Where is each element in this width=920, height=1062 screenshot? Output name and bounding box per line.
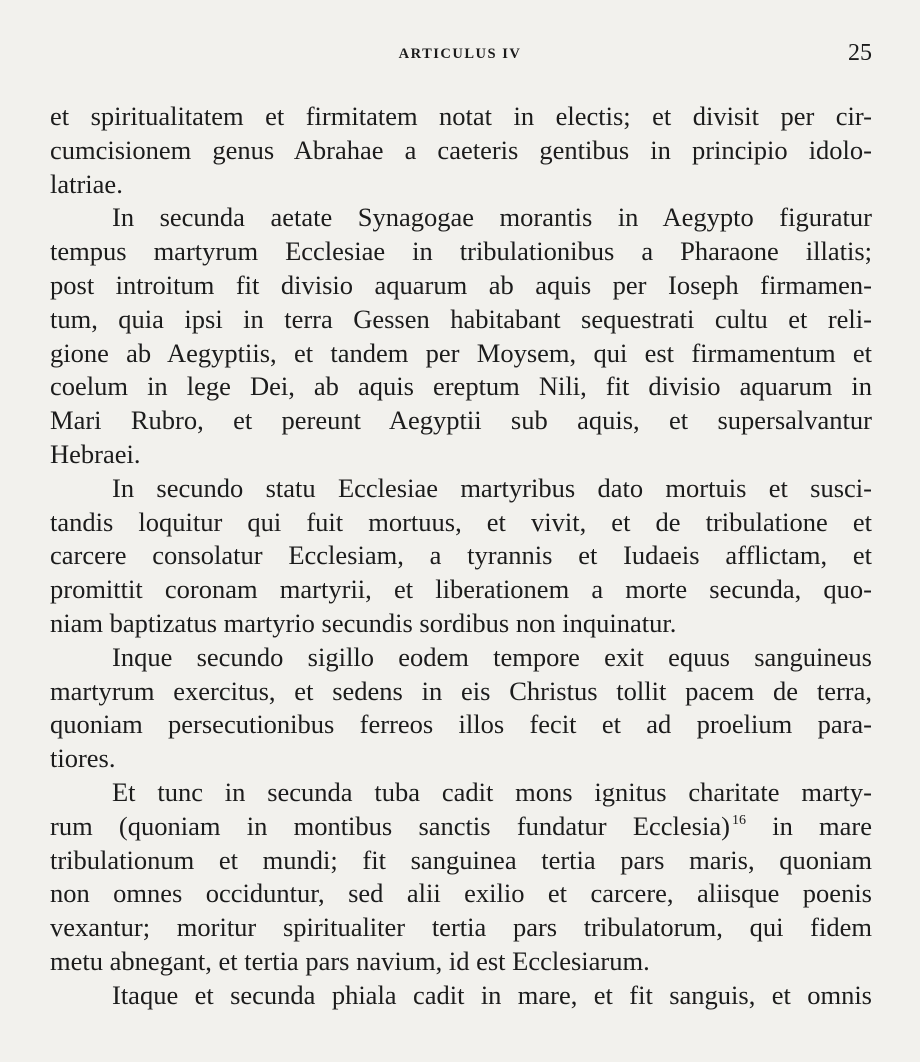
- paragraph-first-line: Itaque et secunda phiala cadit in mare, et fit sanguis, et omnis: [112, 979, 872, 1010]
- page-number: 25: [848, 40, 872, 66]
- text-segment: rum (quoniam in montibus sanctis fundatur Ecclesia): [50, 810, 730, 841]
- running-title: ARTICULUS IV: [398, 46, 522, 62]
- body-text: [50, 100, 872, 1013]
- text-line: coelum in lege Dei, ab aquis ereptum Nili, fit divisio aquarum in: [50, 371, 872, 402]
- text-line: Mari Rubro, et pereunt Aegyptii sub aquis, et supersalvantur: [50, 405, 872, 436]
- text-line: vexantur; moritur spiritualiter tertia pars tribulatorum, qui fidem: [50, 912, 872, 943]
- text-line: tribulationum et mundi; fit sanguinea tertia pars maris, quoniam: [50, 844, 872, 875]
- text-line: carcere consolatur Ecclesiam, a tyrannis et Iudaeis afflictam, et: [50, 540, 872, 571]
- paragraph-first-line: Inque secundo sigillo eodem tempore exit equus sanguineus: [112, 641, 872, 672]
- paragraph-first-line: In secundo statu Ecclesiae martyribus dato mortuis et susci-: [112, 472, 872, 503]
- text-line: tempus martyrum Ecclesiae in tribulationibus a Pharaone illatis;: [50, 236, 872, 267]
- text-segment: in mare: [772, 810, 873, 841]
- text-line-with-footnote: [50, 810, 872, 844]
- text-line: gione ab Aegyptiis, et tandem per Moysem, qui est firmamentum et: [50, 337, 872, 368]
- paragraph-first-line: Et tunc in secunda tuba cadit mons ignitus charitate marty-: [112, 776, 872, 807]
- text-line: martyrum exercitus, et sedens in eis Christus tollit pacem de terra,: [50, 675, 872, 706]
- text-line: niam baptizatus martyrio secundis sordibus non inquinatur.: [50, 607, 677, 638]
- text-line: tum, quia ipsi in terra Gessen habitabant sequestrati cultu et reli-: [50, 303, 872, 334]
- text-line: promittit coronam martyrii, et liberationem a morte secunda, quo-: [50, 574, 872, 605]
- running-head: [0, 40, 920, 70]
- text-line: tandis loquitur qui fuit mortuus, et vivit, et de tribulatione et: [50, 506, 872, 537]
- text-line: non omnes occiduntur, sed alii exilio et carcere, aliisque poenis: [50, 878, 872, 909]
- text-line: cumcisionem genus Abrahae a caeteris gentibus in principio idolo-: [50, 134, 872, 165]
- paragraph-first-line: In secunda aetate Synagogae morantis in Aegypto figuratur: [112, 202, 872, 233]
- text-line: et spiritualitatem et firmitatem notat in electis; et divisit per cir-: [50, 101, 872, 131]
- text-line: quoniam persecutionibus ferreos illos fecit et ad proelium para-: [50, 709, 872, 740]
- text-line: post introitum fit divisio aquarum ab aquis per Ioseph firmamen-: [50, 269, 872, 300]
- text-line: tiores.: [50, 743, 116, 774]
- footnote-reference: 16: [731, 812, 746, 828]
- text-line: Hebraei.: [50, 438, 141, 469]
- text-line: metu abnegant, et tertia pars navium, id est Ecclesiarum.: [50, 945, 650, 976]
- text-line: latriae.: [50, 168, 123, 199]
